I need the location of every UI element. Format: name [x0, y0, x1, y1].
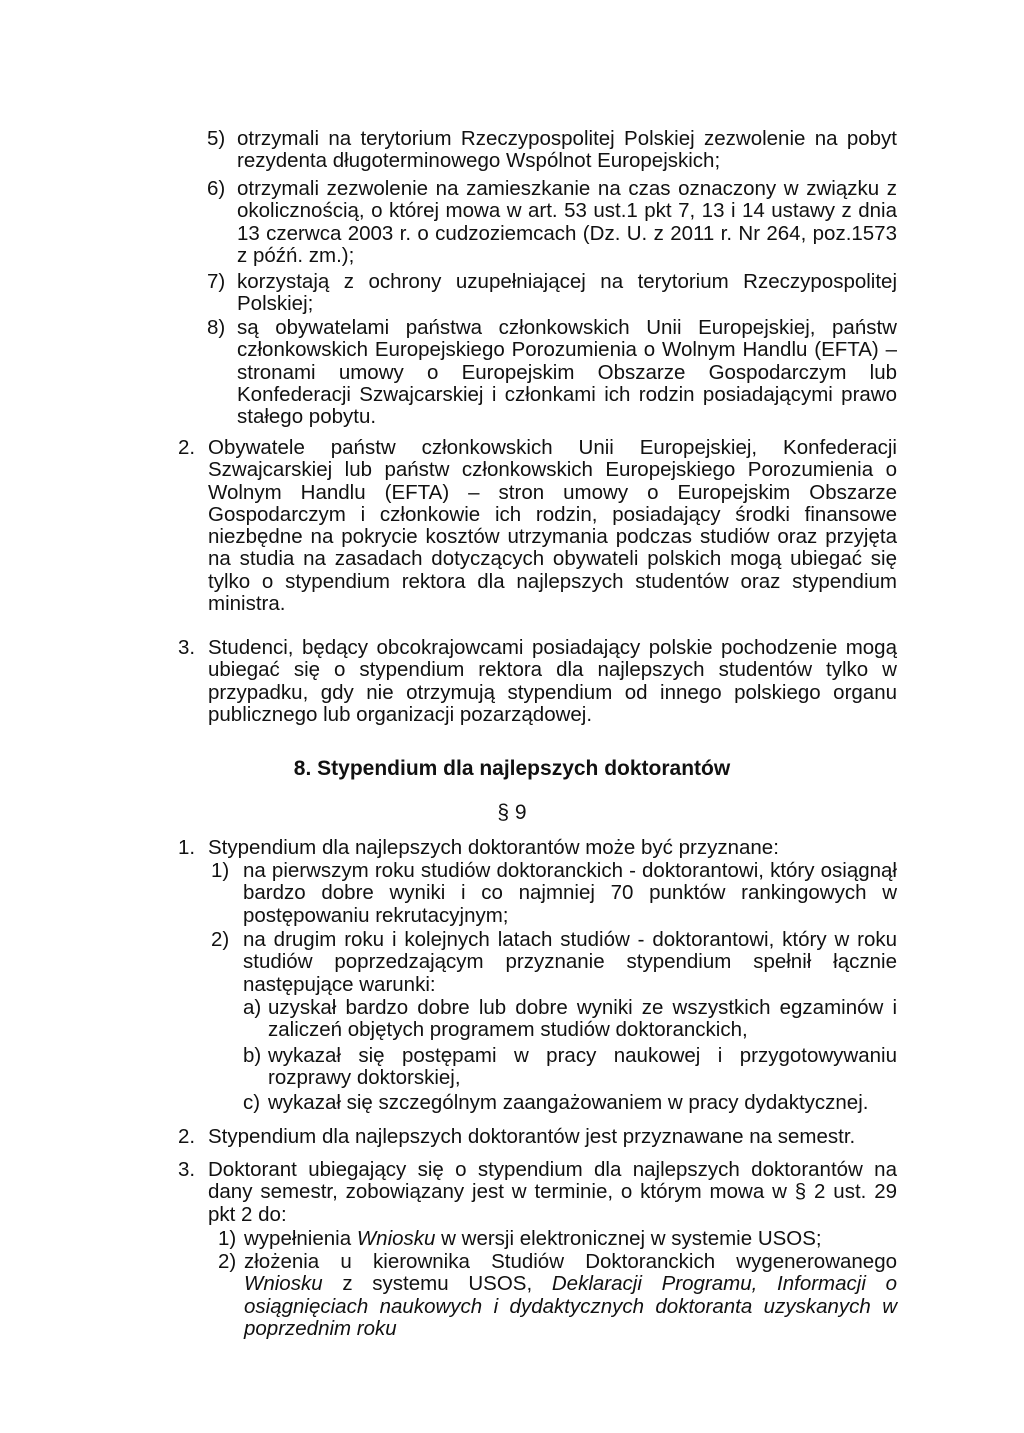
- paragraph-2: [178, 437, 897, 615]
- paragraph-number: 2.: [178, 1125, 196, 1148]
- sub-item-text: wykazał się szczególnym zaangażowaniem w pracy dydaktycznej.: [268, 1091, 869, 1114]
- emphasis: Wniosku: [244, 1272, 323, 1296]
- list-number: 5): [207, 127, 226, 150]
- list-text: na pierwszym roku studiów doktoranckich - doktorantowi, który osiągnął bardzo dobre wyniki i co najmniej 70 punktów rankingowych w postępowaniu rekrutacyjnym;: [243, 859, 897, 927]
- list-item-8: [207, 317, 897, 428]
- duty-item-2: [218, 1251, 897, 1340]
- paragraph-text: Doktorant ubiegający się o stypendium dla najlepszych doktorantów na dany semestr, zobowiązany jest w terminie, o którym mowa w § 2 ust. 29 pkt 2 do:: [208, 1158, 897, 1226]
- sub-item-letter: b): [243, 1044, 262, 1067]
- paragraph-number: 1.: [178, 836, 196, 859]
- list-text: korzystają z ochrony uzupełniającej na terytorium Rzeczypospolitej Polskiej;: [237, 270, 897, 316]
- duty-item-1: [218, 1228, 897, 1250]
- list-item-1: [211, 860, 897, 927]
- list-text: otrzymali na terytorium Rzeczypospolitej Polskiej zezwolenie na pobyt rezydenta długoterminowego Wspólnot Europejskich;: [237, 127, 897, 173]
- emphasis: Wniosku: [356, 1227, 436, 1250]
- list-item-5: [207, 128, 897, 173]
- paragraph-text: Studenci, będący obcokrajowcami posiadający polskie pochodzenie mogą ubiegać się o stypendium rektora dla najlepszych studentów tylko w przypadku, gdy nie otrzymują stypendium od innego polskiego organu publicznego lub organizacji pozarządowej.: [208, 636, 897, 726]
- paragraph-number: 3.: [178, 636, 196, 659]
- paragraph-text: Stypendium dla najlepszych doktorantów jest przyznawane na semestr.: [208, 1125, 856, 1148]
- list-text: na drugim roku i kolejnych latach studiów - doktorantowi, który w roku studiów poprzedzającym przyznanie stypendium spełnił łącznie następujące warunki:: [243, 928, 897, 996]
- list-number: 8): [207, 316, 226, 339]
- list-number: 1): [218, 1227, 237, 1250]
- list-number: 1): [211, 859, 230, 882]
- list-number: 6): [207, 177, 226, 200]
- sub-item-letter: a): [243, 996, 262, 1019]
- sub-item-a: [243, 997, 897, 1042]
- sub-item-c: [243, 1092, 897, 1114]
- list-text: złożenia u kierownika Studiów Doktoranckich wygenerowanego Wniosku z systemu USOS, Deklaracji Programu, Informacji o osiągnięciach naukowych i dydaktycznych doktoranta uzyskanych w poprzednim roku: [244, 1250, 898, 1340]
- paragraph-2b: [178, 1126, 897, 1148]
- sub-item-b: [243, 1045, 897, 1090]
- sub-item-letter: c): [243, 1091, 261, 1114]
- paragraph-3: [178, 637, 897, 726]
- paragraph-number: 2.: [178, 436, 196, 459]
- paragraph-sign: § 9: [497, 801, 527, 824]
- list-item-7: [207, 271, 897, 316]
- paragraph-text: Stypendium dla najlepszych doktorantów może być przyznane:: [208, 836, 779, 859]
- list-item-6: [207, 178, 897, 267]
- sub-item-text: uzyskał bardzo dobre lub dobre wyniki ze wszystkich egzaminów i zaliczeń objętych programem studiów doktoranckich,: [268, 996, 897, 1042]
- list-text: otrzymali zezwolenie na zamieszkanie na czas oznaczony w związku z okolicznością, o której mowa w art. 53 ust.1 pkt 7, 13 i 14 ustawy z dnia 13 czerwca 2003 r. o cudzoziemcach (Dz. U. z 2011 r. Nr 264, poz.1573 z późń. zm.);: [237, 177, 897, 267]
- paragraph-3b: [178, 1159, 897, 1226]
- list-item-2: [211, 929, 897, 996]
- list-number: 2): [218, 1250, 237, 1273]
- emphasis: Deklaracji Programu, Informacji o osiągnięciach naukowych i dydaktycznych doktoranta uzyskanych w poprzednim roku: [244, 1272, 898, 1340]
- paragraph-number: 3.: [178, 1158, 196, 1181]
- paragraph-1: [178, 837, 897, 859]
- list-text: wypełnienia Wniosku w wersji elektronicznej w systemie USOS;: [244, 1227, 822, 1250]
- paragraph-text: Obywatele państw członkowskich Unii Europejskiej, Konfederacji Szwajcarskiej lub państw członkowskich Europejskiego Porozumienia o Wolnym Handlu (EFTA) – stron umowy o Europejskim Obszarze Gospodarczym i członkowie ich rodzin, posiadający środki finansowe niezbędne na pokrycie kosztów utrzymania podczas studiów oraz przyjęta na studia na zasadach dotyczących obywateli polskich mogą ubiegać się tylko o stypendium rektora dla najlepszych studentów oraz stypendium ministra.: [208, 436, 897, 616]
- list-text: są obywatelami państwa członkowskich Unii Europejskiej, państw członkowskich Europejskiego Porozumienia o Wolnym Handlu (EFTA) – stronami umowy o Europejskim Obszarze Gospodarczym lub Konfederacji Szwajcarskiej i członkami ich rodzin posiadającymi prawo stałego pobytu.: [237, 316, 897, 429]
- sub-item-text: wykazał się postępami w pracy naukowej i przygotowywaniu rozprawy doktorskiej,: [268, 1044, 897, 1090]
- list-number: 2): [211, 928, 230, 951]
- section-heading: 8. Stypendium dla najlepszych doktorantów: [293, 757, 731, 780]
- list-number: 7): [207, 270, 226, 293]
